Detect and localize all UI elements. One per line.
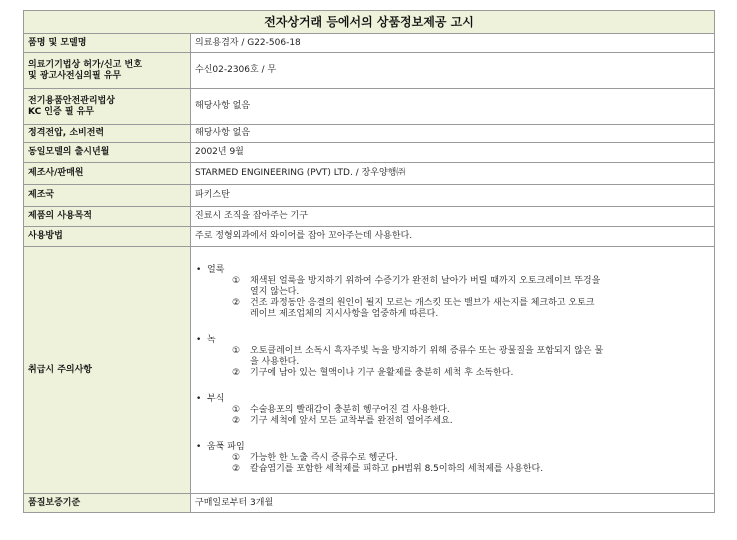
item-number: ① — [232, 405, 241, 415]
table-row — [24, 163, 715, 185]
item-line: 칼슘염기를 포함한 세척제를 피하고 pH범위 8.5이하의 세척제를 사용한다. — [250, 464, 544, 474]
bullet: • — [196, 335, 202, 345]
list-item — [195, 405, 710, 416]
table-row — [24, 247, 715, 494]
table-row — [24, 34, 715, 53]
list-item — [195, 346, 710, 368]
item-number: ② — [232, 464, 241, 474]
row-value-rated-voltage: 해당사항 없음 — [191, 125, 715, 143]
item-number: ① — [232, 453, 241, 463]
row-label-release-date: 동일모델의 출시년월 — [24, 143, 191, 163]
section-heading: 얼룩 — [207, 265, 225, 275]
item-line: 레이브 제조업체의 지시사항을 엄중하게 따른다. — [250, 309, 439, 319]
label-line: 및 광고사전심의필 유무 — [28, 70, 122, 81]
item-line: 기구에 남아 있는 혈액이나 기구 윤활제를 충분히 세척 후 소독한다. — [250, 368, 514, 378]
item-number: ① — [232, 346, 241, 356]
row-value-purpose: 진료시 조직을 잡아주는 기구 — [191, 207, 715, 227]
table-row — [24, 494, 715, 513]
label-line: KC 인증 필 유무 — [28, 106, 95, 117]
row-label-medical-device-permit — [24, 53, 191, 89]
list-item — [195, 416, 710, 427]
section-heading: 움푹 파임 — [207, 442, 245, 452]
row-value-warranty: 구매일로부터 3개월 — [191, 494, 715, 513]
row-label-rated-voltage: 정격전압, 소비전력 — [24, 125, 191, 143]
item-line: 오토클레이브 소독시 흑자주빛 녹을 방지하기 위해 증류수 또는 광물질을 포함되지 않은 물 — [250, 346, 604, 356]
table-row — [24, 207, 715, 227]
item-line: 열지 않는다. — [250, 287, 300, 297]
row-label-manufacturer: 제조사/판매원 — [24, 163, 191, 185]
item-line: 건조 과정동안 응결의 원인이 될지 모르는 개스킷 또는 밸브가 새는지를 체크하고 오토크 — [250, 298, 595, 308]
section-heading: 부식 — [207, 394, 225, 404]
item-number: ① — [232, 276, 241, 286]
item-line: 을 사용한다. — [250, 357, 300, 367]
table-row — [24, 53, 715, 89]
table-row — [24, 227, 715, 247]
row-label-purpose: 제품의 사용목적 — [24, 207, 191, 227]
bullet: • — [196, 442, 202, 452]
row-value-kc-certification: 해당사항 없음 — [191, 89, 715, 125]
table-row — [24, 185, 715, 207]
row-value-usage: 주로 정형외과에서 와이어를 잡아 꼬아주는데 사용한다. — [191, 227, 715, 247]
precaution-section-corrosion — [195, 394, 710, 427]
item-line: 수술용포의 빨래감이 충분히 헹구어진 걸 사용한다. — [250, 405, 450, 415]
item-number: ② — [232, 298, 241, 308]
table-row — [24, 125, 715, 143]
item-number: ② — [232, 416, 241, 426]
table-row — [24, 89, 715, 125]
row-label-handling-precautions: 취급시 주의사항 — [24, 247, 191, 494]
table-row — [24, 143, 715, 163]
precaution-section-rust — [195, 335, 710, 379]
list-item — [195, 368, 710, 379]
row-label-usage: 사용방법 — [24, 227, 191, 247]
table-title: 전자상거래 등에서의 상품정보제공 고시 — [24, 11, 715, 34]
precaution-section-pitting — [195, 442, 710, 475]
row-label-product-name: 품명 및 모델명 — [24, 34, 191, 53]
list-item — [195, 453, 710, 464]
row-label-country: 제조국 — [24, 185, 191, 207]
item-number: ② — [232, 368, 241, 378]
row-value-country: 파키스탄 — [191, 185, 715, 207]
row-value-manufacturer: STARMED ENGINEERING (PVT) LTD. / 장우양행㈜ — [191, 163, 715, 185]
product-info-notice-table — [23, 10, 715, 513]
row-value-medical-device-permit: 수신02-2306호 / 무 — [191, 53, 715, 89]
row-label-kc-certification — [24, 89, 191, 125]
label-line: 전기용품안전관리법상 — [28, 95, 115, 106]
bullet: • — [196, 394, 202, 404]
list-item — [195, 276, 710, 298]
precaution-section-stain — [195, 265, 710, 320]
row-value-release-date: 2002년 9월 — [191, 143, 715, 163]
item-line: 채색된 얼룩을 방지하기 위하여 수증기가 완전히 날아가 버릴 때까지 오토크레이브 뚜겅을 — [250, 276, 601, 286]
bullet: • — [196, 265, 202, 275]
row-value-handling-precautions — [191, 247, 715, 494]
list-item — [195, 464, 710, 475]
row-value-product-name: 의료용겸자 / G22-506-18 — [191, 34, 715, 53]
item-line: 가능한 한 노출 즉시 증류수로 헹군다. — [250, 453, 398, 463]
item-line: 기구 세척에 앞서 모든 교착부를 완전히 열어주세요. — [250, 416, 453, 426]
row-label-warranty: 품질보증기준 — [24, 494, 191, 513]
label-line: 의료기기법상 허가/신고 번호 — [28, 59, 142, 70]
section-heading: 녹 — [207, 335, 216, 345]
list-item — [195, 298, 710, 320]
